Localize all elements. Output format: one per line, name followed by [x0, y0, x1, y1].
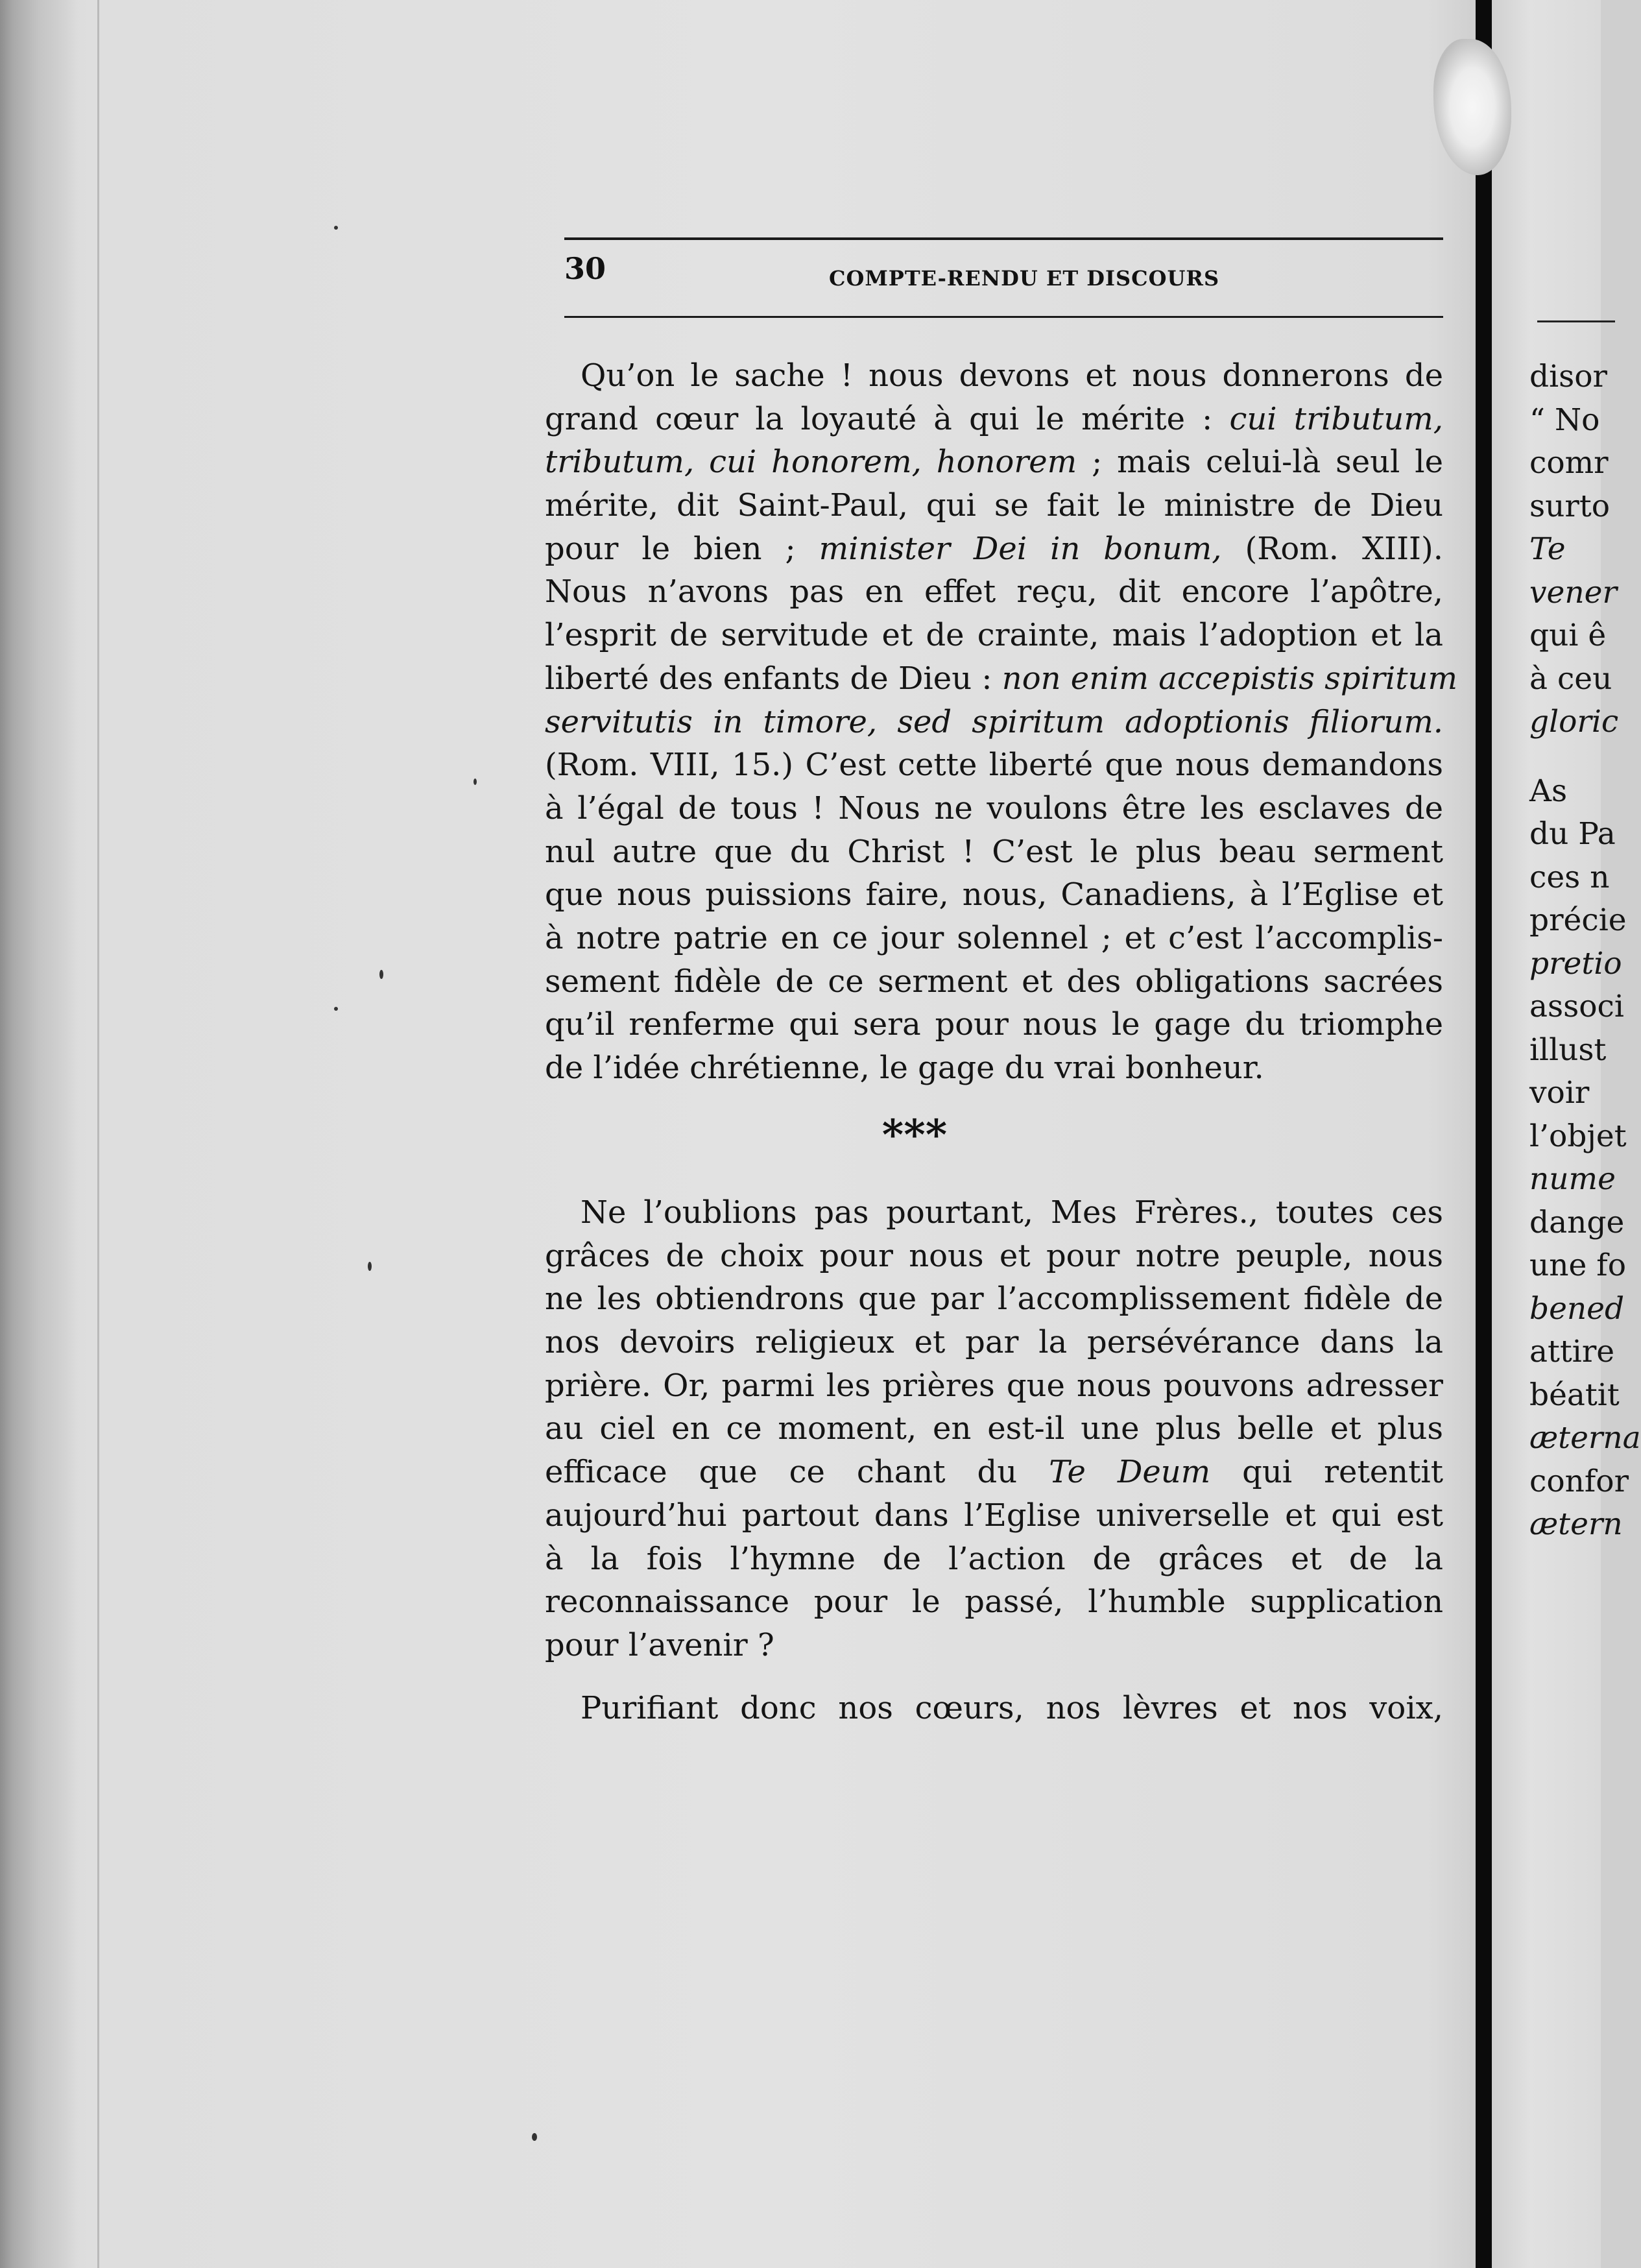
text-run: à notre patrie en ce jour solennel ; et c’est l’accomplis- [545, 919, 1443, 956]
text-line [545, 1235, 1443, 1278]
text-line [545, 1364, 1443, 1408]
text-run: grand cœur la loyauté à qui le mérite : [545, 400, 1230, 437]
facing-page-text [1529, 356, 1641, 1547]
text-run: Purifiant donc nos cœurs, nos lèvres et nos voix, [581, 1690, 1443, 1726]
text-run: Qu’on le sache ! nous devons et nous donnerons de [581, 357, 1443, 394]
text-run: à l’égal de tous ! Nous ne voulons être les esclaves de [545, 790, 1443, 826]
facing-page-line: à ceu [1529, 660, 1612, 697]
text-run: aujourd’hui partout dans l’Eglise universelle et qui est [545, 1497, 1443, 1534]
text-run: Nous n’avons pas en effet reçu, dit encore l’apôtre, [545, 573, 1443, 610]
text-run: pour l’avenir ? [545, 1626, 774, 1663]
text-line [545, 1191, 1443, 1235]
facing-page-line: vener [1529, 574, 1617, 610]
facing-page-line: une fo [1529, 1248, 1626, 1283]
ink-speck [379, 970, 383, 979]
text-run: grâces de choix pour nous et pour notre peuple, nous [545, 1237, 1443, 1274]
facing-page-line: disor [1529, 359, 1608, 394]
ink-speck [334, 226, 338, 230]
text-run: nos devoirs religieux et par la persévérance dans la [545, 1324, 1443, 1361]
text-run: de l’idée chrétienne, le gage du vrai bonheur. [545, 1050, 1264, 1086]
text-run: prière. Or, parmi les prières que nous pouvons adresser [545, 1367, 1443, 1404]
text-line [545, 398, 1443, 441]
text-run: ne les obtiendrons que par l’accomplissement fidèle de [545, 1281, 1443, 1318]
facing-page-line: gloric [1529, 704, 1619, 740]
facing-page-line: du Pa [1529, 816, 1616, 852]
facing-page-line: As [1529, 773, 1568, 809]
text-line [545, 960, 1443, 1004]
text-line [545, 527, 1443, 571]
italic-text: tributum, cui honorem, honorem [545, 444, 1077, 481]
page-edge-shadow [0, 0, 78, 2268]
ink-speck [473, 778, 477, 785]
italic-text: servitutis in timore, sed spiritum adoptionis filiorum. [545, 703, 1443, 740]
text-run: l’esprit de servitude et de crainte, mais l’adoption et la [545, 617, 1443, 654]
text-run: ; mais celui-là seul le [1077, 444, 1443, 481]
facing-page-line: æterna [1529, 1420, 1641, 1456]
text-line [545, 1494, 1443, 1538]
facing-page-line: l’objet [1529, 1118, 1627, 1154]
text-line [545, 440, 1443, 484]
running-head: COMPTE-RENDU ET DISCOURS [829, 266, 1220, 291]
facing-page-line: illust [1529, 1031, 1607, 1068]
text-line [545, 1003, 1443, 1046]
facing-page-line: voir [1529, 1075, 1590, 1111]
text-line [545, 1407, 1443, 1451]
facing-page-line: surto [1529, 488, 1611, 524]
italic-text: minister Dei in bonum, [819, 530, 1222, 567]
facing-page-line: pretio [1529, 945, 1622, 982]
text-run: liberté des enfants de Dieu : [545, 660, 1002, 697]
text-line [545, 1321, 1443, 1364]
facing-page-line: confor [1529, 1463, 1629, 1499]
facing-page-line: comr [1529, 445, 1609, 481]
italic-text: Te Deum [1049, 1454, 1211, 1491]
paragraph-3 [545, 1687, 1443, 1730]
text-run: reconnaissance pour le passé, l’humble supplication [545, 1584, 1443, 1621]
text-run: Ne l’oublions pas pourtant, Mes Frères., toutes ces [581, 1194, 1443, 1231]
page-fold-line [97, 0, 99, 2268]
page-number: 30 [564, 251, 606, 286]
facing-page-line: béatit [1529, 1377, 1620, 1413]
text-run: au ciel en ce moment, en est-il une plus belle et plus [545, 1410, 1443, 1447]
text-line [545, 917, 1443, 960]
facing-page-line: attire [1529, 1334, 1615, 1369]
text-line [545, 830, 1443, 874]
text-line [545, 484, 1443, 527]
text-line [545, 701, 1443, 744]
text-run: (Rom. XIII). [1221, 530, 1444, 567]
text-run: qui retentit [1210, 1454, 1443, 1491]
paragraph-1 [545, 354, 1457, 1090]
text-run: pour le bien ; [545, 530, 819, 567]
text-line [545, 614, 1443, 657]
text-run: (Rom. VIII, 15.) C’est cette liberté que nous demandons [545, 747, 1443, 784]
text-line [545, 1451, 1443, 1494]
text-run: mérite, dit Saint-Paul, qui se fait le ministre de Dieu [545, 487, 1443, 524]
text-line [545, 354, 1443, 398]
facing-page-line: “ No [1529, 402, 1600, 438]
facing-page [1492, 0, 1641, 2268]
facing-page-line: Te [1529, 531, 1566, 567]
facing-page-line: associ [1529, 989, 1624, 1024]
facing-page-line: nume [1529, 1161, 1616, 1197]
text-line [545, 1277, 1443, 1321]
text-line [545, 657, 1457, 701]
facing-page-line: précie [1529, 902, 1627, 938]
text-line [545, 1580, 1443, 1624]
text-line [545, 743, 1443, 787]
text-line [545, 787, 1443, 830]
text-line [545, 1046, 1443, 1090]
text-run: à la fois l’hymne de l’action de grâces et de la [545, 1540, 1443, 1577]
italic-text: cui tributum, [1229, 400, 1444, 437]
facing-page-line: ces n [1529, 859, 1610, 895]
section-asterism: *** [881, 1111, 948, 1159]
facing-page-line: bened [1529, 1290, 1625, 1327]
facing-page-line: dange [1529, 1204, 1625, 1240]
text-run: sement fidèle de ce serment et des obligations sacrées [545, 963, 1443, 1000]
text-line [545, 1687, 1443, 1730]
text-run: nul autre que du Christ ! C’est le plus beau serment [545, 833, 1443, 870]
text-run: que nous puissions faire, nous, Canadiens, à l’Eglise et [545, 876, 1443, 913]
text-run: qu’il renferme qui sera pour nous le gage du triomphe [545, 1006, 1443, 1043]
ink-speck [368, 1262, 372, 1271]
text-line [545, 1538, 1443, 1581]
text-line [545, 1624, 1443, 1667]
facing-page-line: qui ê [1529, 618, 1607, 653]
ink-speck [334, 1007, 338, 1011]
facing-page-line: ætern [1529, 1506, 1623, 1542]
text-line [545, 570, 1443, 614]
header-rule-top [564, 237, 1443, 240]
text-line [545, 873, 1443, 917]
facing-page-rule [1537, 320, 1615, 322]
paragraph-2 [545, 1191, 1443, 1667]
header-rule-bottom [564, 316, 1443, 318]
book-gutter [1476, 0, 1492, 2268]
ink-speck [532, 2133, 537, 2141]
italic-text: non enim accepistis spiritum [1001, 660, 1457, 697]
text-run: efficace que ce chant du [545, 1454, 1049, 1491]
